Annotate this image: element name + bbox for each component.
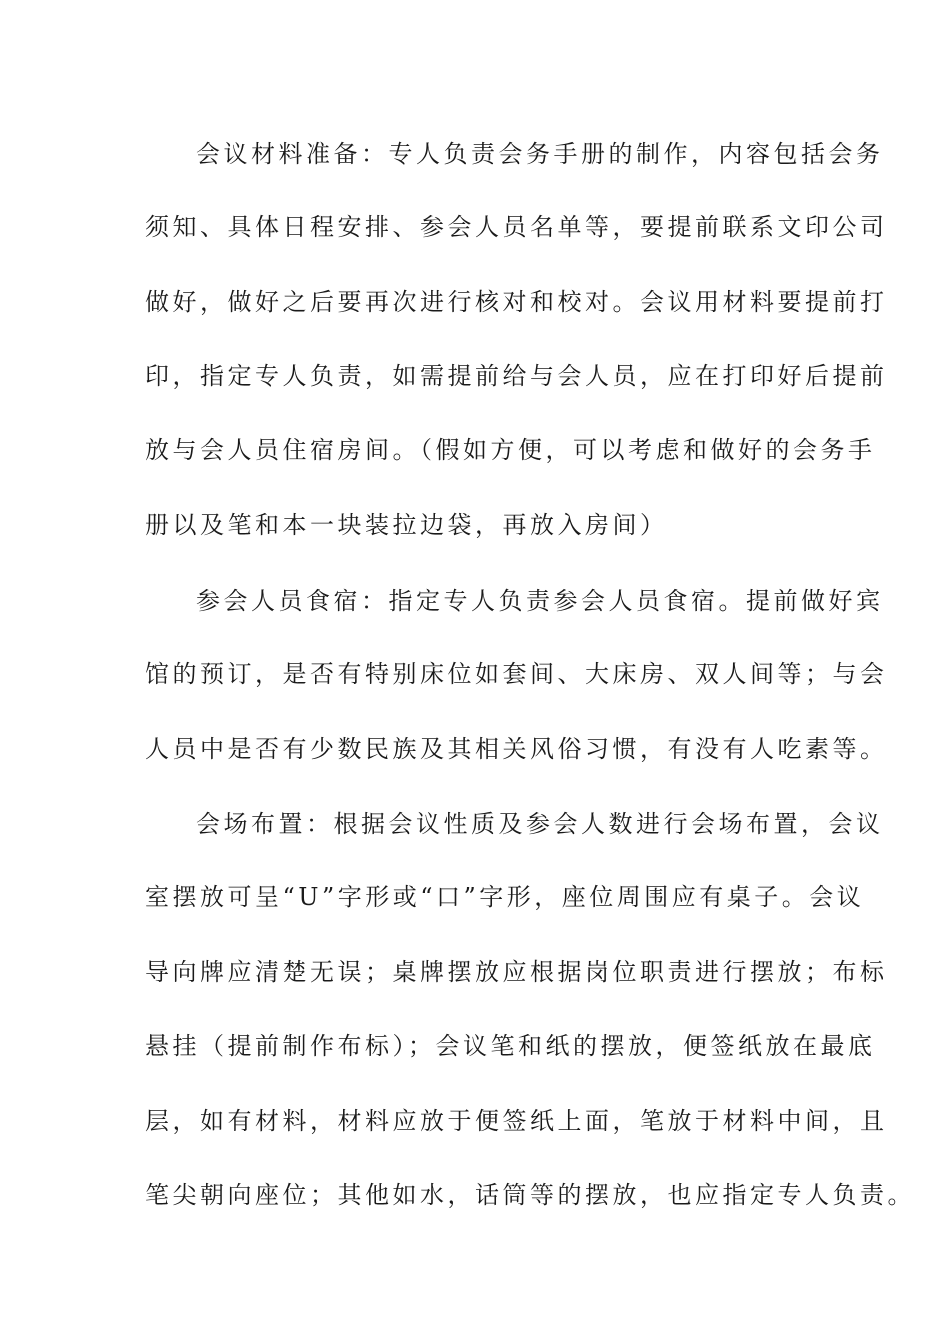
paragraph-3-line-2: 室摆放可呈“U”字形或“口”字形，座位周围应有桌子。会议 [145,883,865,911]
paragraph-3-line-5: 层，如有材料，材料应放于便签纸上面，笔放于材料中间，且 [145,1107,888,1135]
paragraph-1-line-1: 会议材料准备：专人负责会务手册的制作，内容包括会务 [196,140,884,168]
paragraph-3-line-1: 会场布置：根据会议性质及参会人数进行会场布置，会议 [196,810,884,838]
paragraph-1-line-3: 做好，做好之后要再次进行核对和校对。会议用材料要提前打 [145,288,888,316]
paragraph-3-line-4: 悬挂（提前制作布标）；会议笔和纸的摆放，便签纸放在最底 [145,1032,876,1060]
paragraph-2-line-1: 参会人员食宿：指定专人负责参会人员食宿。提前做好宾 [196,587,884,615]
paragraph-2-line-2: 馆的预订，是否有特别床位如套间、大床房、双人间等；与会 [145,660,888,688]
paragraph-3-line-6: 笔尖朝向座位；其他如水，话筒等的摆放，也应指定专人负责。 [145,1181,915,1209]
paragraph-1-line-5: 放与会人员住宿房间。（假如方便，可以考虑和做好的会务手 [145,436,876,464]
paragraph-3-line-3: 导向牌应清楚无误；桌牌摆放应根据岗位职责进行摆放；布标 [145,958,888,986]
paragraph-1-line-2: 须知、具体日程安排、参会人员名单等，要提前联系文印公司 [145,213,888,241]
paragraph-1-line-4: 印，指定专人负责，如需提前给与会人员，应在打印好后提前 [145,362,888,390]
paragraph-2-line-3: 人员中是否有少数民族及其相关风俗习惯，有没有人吃素等。 [145,735,888,763]
paragraph-1-line-6: 册以及笔和本一块装拉边袋，再放入房间） [145,511,668,539]
